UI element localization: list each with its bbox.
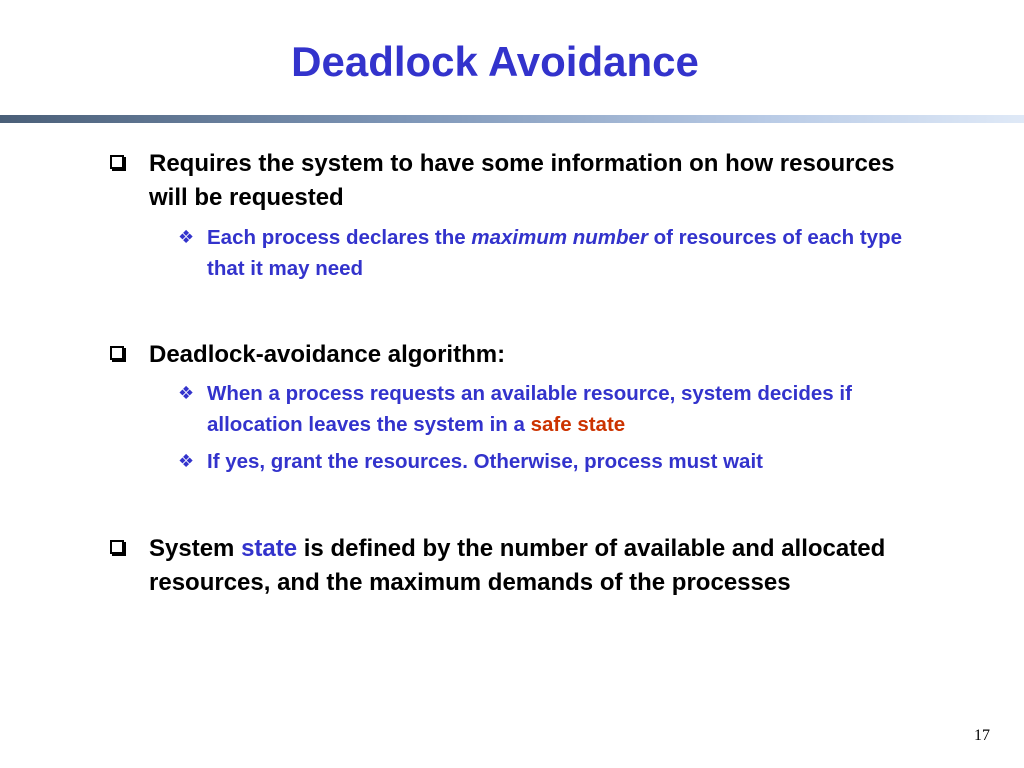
square-bullet-icon bbox=[110, 346, 124, 360]
highlight-text: safe state bbox=[530, 413, 626, 436]
title-divider-bar bbox=[0, 115, 1024, 123]
diamond-star-icon: ❖ bbox=[178, 227, 195, 248]
bullet-item bbox=[110, 338, 930, 372]
sub-bullet-item bbox=[178, 378, 938, 440]
highlight-text: state bbox=[241, 535, 298, 562]
square-bullet-icon bbox=[110, 155, 124, 169]
sub-bullet-item bbox=[178, 446, 938, 477]
bullet-text: Deadlock-avoidance algorithm: bbox=[149, 341, 506, 368]
bullet-item bbox=[110, 532, 930, 600]
square-bullet-icon bbox=[110, 540, 124, 554]
sub-bullet-text: Each process declares the maximum number of resources of each type that it may need bbox=[207, 226, 902, 280]
bullet-item bbox=[110, 147, 930, 215]
page-number: 17 bbox=[974, 727, 990, 744]
diamond-star-icon: ❖ bbox=[178, 451, 195, 472]
sub-bullet-text: If yes, grant the resources. Otherwise, process must wait bbox=[207, 450, 763, 473]
sub-bullet-text: When a process requests an available resource, system decides if allocation leaves the system in a safe state bbox=[207, 382, 852, 436]
bullet-text: System state is defined by the number of available and allocated resources, and the maximum demands of the processes bbox=[149, 535, 886, 596]
diamond-star-icon: ❖ bbox=[178, 383, 195, 404]
slide-title: Deadlock Avoidance bbox=[291, 38, 699, 85]
emphasis-text: maximum number bbox=[471, 226, 648, 249]
bullet-text: Requires the system to have some information on how resources will be requested bbox=[149, 150, 895, 211]
sub-bullet-item bbox=[178, 222, 938, 284]
